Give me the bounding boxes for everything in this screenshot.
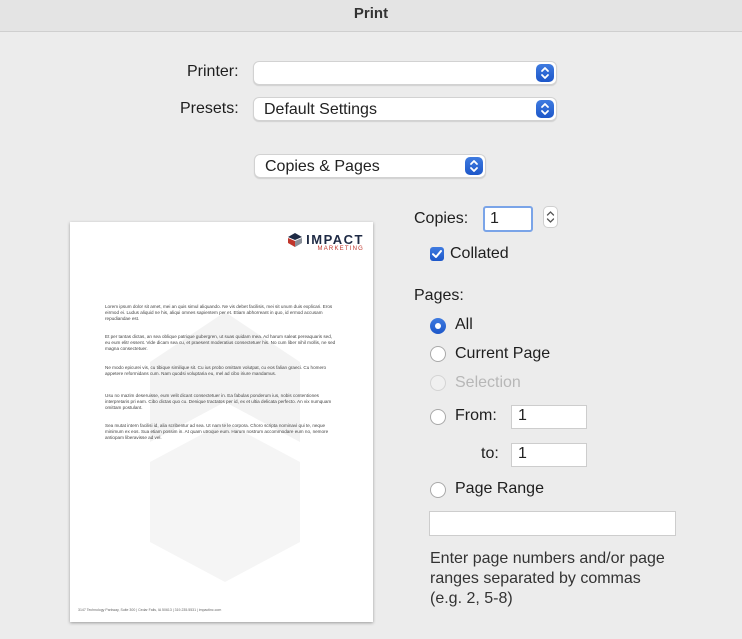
chevron-updown-icon — [536, 64, 554, 82]
collated-label: Collated — [450, 245, 509, 262]
pages-from-radio[interactable] — [430, 409, 446, 425]
document-paragraph: Sea mutat intern facilisi id, alia scribentur ad sea. Ut nam te le corpora. Choro scripta nominavi qui te, neque minimum ex eos. Sua etiam possim in. At quam utroque eum. Harum nostrum accommodare eum no, nemore antiopam liberavisse ad vel. — [105, 423, 329, 440]
document-footer: 3147 Technology Parkway, Suite 300 | Cedar Falls, IA 50613 | 319.235.5531 | impactinc.com — [78, 608, 222, 612]
logo-subtext: MARKETING — [317, 246, 364, 252]
pages-selection-radio — [430, 375, 446, 391]
checkmark-icon — [430, 247, 444, 261]
page-range-hint: Enter page numbers and/or page ranges separated by commas (e.g. 2, 5-8) — [430, 550, 665, 607]
pages-current-label: Current Page — [455, 345, 551, 362]
copies-stepper[interactable] — [543, 206, 558, 228]
document-paragraph: Ne modo epicurei vis, cu tibique similique sit. Cu ius probo omittam volutpat, cu eos falian graeci. Cu homero appetere reformidans cum. Nam quodsi voluptaria eu, mel ad cibo iriure mandamus. — [105, 365, 327, 376]
document-paragraph: Et per tantas dictas, an sea oblique patrique gubergren, ut suas quidam mea. Ad harum saleat pereaquaris sed, eu eum elitr essent. Vide dicam sea cu, et praesent moderatius consectetuer his. No cum liber nihil mollis, ne sed magna consectetuer. — [105, 334, 336, 351]
printer-label: Printer: — [187, 63, 239, 80]
chevron-updown-icon — [465, 157, 483, 175]
presets-value: Default Settings — [264, 101, 377, 118]
printer-popup[interactable] — [253, 61, 557, 85]
copies-input[interactable]: 1 — [483, 206, 533, 232]
logo-text: IMPACT — [306, 232, 364, 247]
document-paragraph: Lorem ipsum dolor sit amet, mei an quis simul aliquando. Ne vis debet facilisis, mei sit unum duis explicari. Eros eirmod ei. Ludus aliquid ne his, aliqui omnes sapientem per et. Etiam abhorreant in quo, id ermod accusam repudiandae est. — [105, 304, 333, 321]
chevron-updown-icon — [536, 100, 554, 118]
collated-checkbox[interactable] — [430, 247, 444, 261]
pages-to-label: to: — [481, 445, 499, 462]
document-paragraph: Usu no mazim deseruisse, eum velit dicant consectetuer in. Ea fabulas ponderum ius, nobis contentiones interpretaris pri eam. Cibo dictas quo cu. Denique tractatos per id, ex et ultia delicata perfecto. An vix numquam omittam postulant. — [105, 393, 332, 410]
section-popup[interactable] — [254, 154, 486, 178]
page-range-input[interactable] — [429, 511, 676, 536]
pages-range-radio[interactable] — [430, 482, 446, 498]
pages-to-input[interactable]: 1 — [511, 443, 587, 467]
company-logo — [306, 232, 364, 252]
section-value: Copies & Pages — [265, 158, 380, 175]
pages-all-label: All — [455, 316, 473, 333]
presets-popup[interactable] — [253, 97, 557, 121]
copies-label: Copies: — [414, 210, 469, 227]
pages-from-input[interactable]: 1 — [511, 405, 587, 429]
pages-label: Pages: — [414, 287, 464, 304]
pages-all-radio[interactable] — [430, 318, 446, 334]
window-title: Print — [0, 0, 742, 32]
logo-mark-icon — [286, 232, 304, 248]
chevron-updown-icon — [544, 207, 557, 227]
pages-selection-label: Selection — [455, 374, 521, 391]
pages-range-label: Page Range — [455, 480, 544, 497]
print-preview — [70, 222, 373, 622]
pages-current-radio[interactable] — [430, 346, 446, 362]
pages-from-label: From: — [455, 407, 497, 424]
presets-label: Presets: — [180, 100, 239, 117]
